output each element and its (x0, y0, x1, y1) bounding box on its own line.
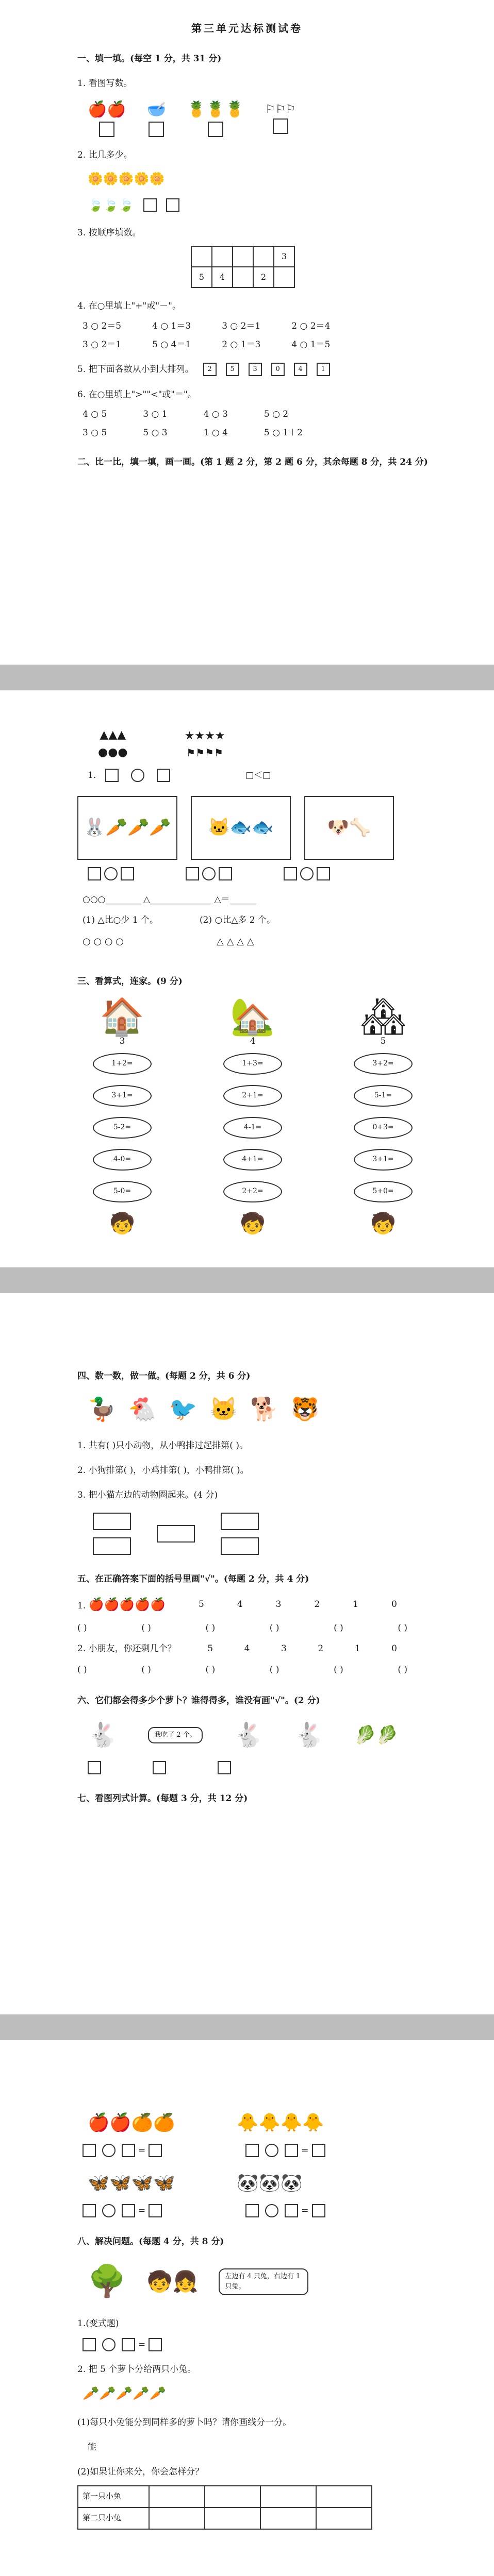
house-column (223, 995, 282, 1240)
flag-icon: ⚐⚐⚐ (265, 103, 296, 116)
shape-group (98, 726, 128, 761)
answer-rect[interactable] (93, 1513, 131, 1530)
number-card: 0 (271, 363, 285, 376)
page-3 (0, 1293, 494, 2014)
page-gap (0, 665, 494, 690)
equation[interactable]: 4 ○ 5 (83, 409, 107, 419)
answer-box[interactable] (166, 198, 179, 212)
answer-rect[interactable] (221, 1513, 259, 1530)
section-heading: 四、数一数，做一做。(每题 2 分，共 6 分) (77, 1371, 251, 1381)
compare-equation-row (83, 426, 458, 439)
page-4 (0, 2040, 494, 2576)
balloon[interactable]: 1+2= (93, 1053, 152, 1075)
number-card: 2 (203, 363, 217, 376)
answer-box[interactable] (285, 2204, 298, 2217)
section-heading: 六、它们都会得多少个萝卜？谁得得多，谁没有画"√"。(2 分) (77, 1696, 320, 1706)
balloon[interactable]: 2+1= (223, 1085, 282, 1107)
number-split-row (93, 1513, 458, 1555)
circle-icon: ●●● (98, 746, 128, 759)
answer-box[interactable] (285, 2144, 298, 2157)
shape-sequence[interactable]: ○ ○ ○ ○ (83, 936, 124, 947)
question-label: 6. 在○里填上">""<"或"＝"。 (77, 389, 196, 400)
number-card: 4 (294, 363, 307, 376)
equation-boxes: = = (83, 2144, 458, 2157)
answer-box[interactable] (219, 867, 232, 880)
balloon[interactable]: 5+0= (354, 1181, 413, 1202)
duck-icon[interactable]: 🦆 (88, 1396, 116, 1423)
operator-circle[interactable] (102, 2144, 116, 2157)
order-grid (191, 246, 458, 288)
answer-box[interactable] (218, 1761, 231, 1774)
tiger-icon[interactable]: 🐯 (290, 1396, 319, 1423)
rabbit-carrot-icon: 🐰🥕🥕🥕 (84, 817, 171, 838)
equation[interactable]: 4 ○ 1＝3 (152, 320, 191, 331)
equation[interactable]: 3 ○ 2＝5 (83, 320, 122, 331)
balloon[interactable]: 0+3= (354, 1117, 413, 1139)
star-icon: ★★★★ (184, 729, 225, 742)
equation[interactable]: 5 ○ 4＝1 (152, 339, 191, 350)
table-cell[interactable] (260, 2507, 316, 2529)
carrot-icon: 🥕🥕🥕🥕🥕 (83, 2386, 166, 2402)
answer-box[interactable] (312, 2204, 325, 2217)
house-columns (93, 995, 413, 1240)
answer-paren[interactable]: ( ) (77, 1664, 87, 1675)
equation[interactable]: 4 ○ 1＝5 (291, 339, 331, 350)
balloon[interactable]: 3+1= (354, 1149, 413, 1171)
equation[interactable]: 3 ○ 1 (143, 409, 168, 419)
pineapple-icon: 🍍🍍🍍 (187, 100, 245, 118)
compare-circle[interactable] (300, 867, 314, 880)
balloon[interactable]: 5-1= (354, 1085, 413, 1107)
cabbage-icon: 🥬🥬 (354, 1724, 399, 1745)
answer-box[interactable] (245, 2204, 259, 2217)
answer-paren[interactable]: ( ) (398, 1623, 407, 1634)
number-grid (191, 246, 295, 288)
compare-row (88, 170, 458, 189)
house-number: 3 (119, 1036, 125, 1046)
number-card: 3 (249, 363, 262, 376)
equation[interactable]: 3 ○ 5 (83, 428, 107, 438)
answer-paren[interactable]: ( ) (334, 1623, 343, 1634)
child-icon: 🧒 (240, 1212, 266, 1236)
sort-row (77, 363, 458, 376)
house-icon: 🏡 (230, 995, 275, 1038)
image-calc-row (88, 2109, 458, 2137)
balloon[interactable]: 1+3= (223, 1053, 282, 1075)
question-number: 1. (88, 770, 96, 781)
question-label: 5. 把下面各数从小到大排列。 (77, 364, 194, 375)
table-cell[interactable] (316, 2507, 372, 2529)
answer-rect[interactable] (93, 1537, 131, 1555)
shape-sequence[interactable]: △ △ △ △ (217, 936, 254, 947)
compare-circle[interactable] (104, 867, 118, 880)
picture-group (187, 98, 244, 138)
picture-frame (77, 796, 177, 860)
balloon[interactable]: 4-0= (93, 1149, 152, 1171)
fruit-group-icon: 🍎🍎🍊🍊 (88, 2112, 175, 2133)
balloon[interactable]: 4-1= (223, 1117, 282, 1139)
page-gap (0, 1267, 494, 1293)
problem-image-row (88, 2258, 458, 2306)
rabbit-row (88, 1717, 458, 1753)
answer-rect[interactable] (157, 1525, 195, 1543)
answer-box[interactable] (88, 1761, 101, 1774)
dog-bone-icon: 🐶🦴 (327, 817, 371, 838)
operator-circle[interactable] (102, 2338, 116, 2351)
equation[interactable]: 5 ○ 1＋2 (264, 428, 303, 438)
frame-answer-row (88, 867, 458, 881)
grid-cell[interactable]: 3 (274, 246, 294, 267)
option: 0 (391, 1599, 397, 1610)
picture-group (147, 98, 166, 138)
rabbit-icon: 🐇 (233, 1721, 264, 1749)
child-icon: 🧒 (109, 1212, 135, 1236)
triangle-icon: ▲▲▲ (100, 728, 126, 741)
bird-icon[interactable]: 🐦 (169, 1396, 197, 1423)
question-text: (2)如果让你来分，你会怎样分？ (77, 2467, 204, 2478)
option: 2 (318, 1643, 324, 1654)
compare-row (88, 196, 458, 215)
compare-circle[interactable] (131, 769, 144, 782)
answer-box[interactable] (149, 2144, 162, 2157)
answer-box[interactable] (99, 122, 114, 137)
flower-icon: 🌼🌼🌼🌼🌼 (88, 171, 165, 186)
option: 4 (237, 1599, 243, 1610)
answer-box[interactable] (88, 867, 101, 880)
shape-group (185, 727, 225, 761)
rabbit-answer-row (88, 1761, 458, 1774)
shape-row (98, 726, 458, 761)
table-cell[interactable] (205, 2507, 260, 2529)
question-label: 2. 比几多少。 (77, 150, 133, 161)
animal-frame-row (77, 796, 458, 860)
table-cell[interactable] (149, 2507, 205, 2529)
house-icon: 🏠 (100, 995, 145, 1038)
table-row-label: 第二只小兔 (78, 2507, 149, 2529)
grid-cell: 2 (253, 267, 274, 287)
answer-paren[interactable]: ( ) (205, 1623, 216, 1634)
house-number: 4 (250, 1036, 256, 1046)
grid-cell[interactable] (233, 246, 253, 267)
paren-row (77, 1663, 407, 1676)
question-text: 1.(变式题) (77, 2318, 119, 2329)
picture-frame (304, 796, 394, 860)
panda-group-icon: 🐼🐼🐼 (237, 2173, 303, 2194)
rabbit-icon: 🐇 (294, 1721, 324, 1749)
mc-row (77, 1642, 397, 1655)
grid-cell[interactable] (212, 246, 233, 267)
section-heading: 七、看图列式计算。(每题 3 分，共 12 分) (77, 1793, 248, 1804)
grid-cell: 4 (212, 267, 233, 287)
table-cell[interactable] (149, 2486, 205, 2507)
draw-prompt: (1) △比○少 1 个。 (83, 915, 159, 926)
table-cell[interactable] (260, 2486, 316, 2507)
animal-line (88, 1392, 458, 1427)
section-heading: 三、看算式，连家。(9 分) (77, 976, 183, 987)
fruit-icon: 🍎🍎 (88, 100, 126, 118)
answer-box[interactable] (273, 118, 288, 134)
option: 0 (391, 1643, 397, 1654)
option: 1 (353, 1599, 359, 1610)
option: 2 (314, 1599, 320, 1610)
equation[interactable]: 5 ○ 2 (264, 409, 289, 419)
answer-box[interactable] (83, 2144, 96, 2157)
answer-paren[interactable]: ( ) (141, 1664, 151, 1675)
page-1 (0, 0, 494, 665)
draw-prompts (83, 913, 458, 927)
number-card: 5 (226, 363, 239, 376)
page-title: 第三单元达标测试卷 (191, 22, 303, 35)
chicken-icon[interactable]: 🐔 (128, 1396, 157, 1423)
grid-cell[interactable] (274, 267, 294, 287)
balloon[interactable]: 3+1= (93, 1085, 152, 1107)
answer-paren[interactable]: ( ) (141, 1623, 151, 1634)
equation-row (83, 319, 458, 333)
answer-box[interactable] (317, 867, 330, 880)
rabbit-icon: 🐇 (88, 1721, 118, 1749)
section-heading: 一、填一填。(每空 1 分，共 31 分) (77, 54, 222, 64)
grid-cell[interactable] (253, 246, 274, 267)
equation[interactable]: 2 ○ 1＝3 (222, 339, 261, 350)
distribution-table (77, 2485, 372, 2530)
cat-fish-icon: 🐱🐟🐟 (208, 817, 274, 838)
speech-bubble: 我吃了 2 个。 (148, 1727, 203, 1743)
answer-box[interactable] (312, 2144, 325, 2157)
split-right (221, 1513, 259, 1555)
answer-text: 能 (88, 2442, 96, 2453)
children-icon: 🧒👧 (146, 2269, 199, 2294)
house-icon: 🏘 (360, 995, 406, 1038)
question-text: 2. 小朋友，你还剩几个？ (77, 1643, 176, 1654)
operator-circle[interactable] (265, 2204, 278, 2217)
table-cell[interactable] (316, 2486, 372, 2507)
option: 5 (199, 1599, 204, 1610)
balloon[interactable]: 4+1= (223, 1149, 282, 1171)
picture-group (265, 101, 295, 134)
balloon[interactable]: 5-2= (93, 1117, 152, 1139)
draw-prompt: (2) ○比△多 2 个。 (200, 915, 276, 926)
table-cell[interactable] (205, 2486, 260, 2507)
image-calc-row (88, 2170, 458, 2197)
compare-equation-row (83, 408, 458, 421)
balloon[interactable]: 2+2= (223, 1181, 282, 1202)
answer-paren[interactable]: ( ) (334, 1664, 343, 1675)
compare-answer-row (88, 769, 458, 782)
question-text: 1. 共有( )只小动物，从小鸭排过起排第( )。 (77, 1440, 248, 1451)
option: 3 (281, 1643, 287, 1654)
table-row-label: 第一只小兔 (78, 2486, 149, 2507)
answer-rect[interactable] (221, 1537, 259, 1555)
question-text: (1)每只小兔能分到同样多的萝卜吗？请你画线分一分。 (77, 2417, 292, 2428)
picture-frame (191, 796, 291, 860)
equation[interactable]: 2 ○ 2＝4 (291, 320, 331, 331)
leaf-icon: 🍃🍃🍃 (88, 197, 134, 212)
compare-circle[interactable] (202, 867, 216, 880)
answer-paren[interactable]: ( ) (77, 1623, 87, 1634)
answer-box[interactable] (245, 2144, 259, 2157)
picture-row (88, 98, 458, 138)
equation-row (83, 338, 458, 351)
option: 1 (354, 1643, 360, 1654)
equation[interactable]: 1 ○ 4 (203, 428, 228, 438)
answer-paren[interactable]: ( ) (269, 1664, 279, 1675)
balloon[interactable]: 3+2= (354, 1053, 413, 1075)
operator-circle[interactable] (102, 2204, 116, 2217)
carrot-row (83, 2383, 458, 2404)
grid-cell[interactable] (191, 246, 212, 267)
paren-row (77, 1621, 407, 1635)
flag-icon: ⚑⚑⚑⚑ (186, 746, 223, 759)
number-card: 1 (317, 363, 330, 376)
answer-box[interactable] (149, 2204, 162, 2217)
split-left (93, 1513, 131, 1555)
question-text: 3. 把小猫左边的动物圈起来。(4 分) (77, 1490, 218, 1501)
draw-instruction: ○○○________ △______________ △＝______ (83, 894, 256, 905)
equation[interactable]: 4 ○ 3 (203, 409, 228, 419)
section-heading: 八、解决问题。(每题 4 分，共 8 分) (77, 2236, 224, 2247)
answer-paren[interactable]: ( ) (398, 1664, 407, 1675)
answer-box[interactable] (157, 769, 170, 782)
answer-box[interactable] (122, 2204, 135, 2217)
equation[interactable]: 3 ○ 2＝1 (222, 320, 261, 331)
answer-box[interactable] (83, 2338, 96, 2351)
answer-box[interactable] (208, 122, 223, 137)
answer-box[interactable] (143, 198, 157, 212)
house-number: 5 (380, 1036, 386, 1046)
answer-box[interactable] (122, 2338, 135, 2351)
question-number: 1. (77, 1600, 86, 1611)
answer-box[interactable] (121, 867, 134, 880)
section-heading: 五、在正确答案下面的括号里画"√"。(每题 2 分，共 4 分) (77, 1573, 309, 1584)
mc-row (77, 1595, 397, 1614)
chick-group-icon: 🐥🐥🐥🐥 (237, 2112, 324, 2133)
question-label: 3. 按顺序填数。 (77, 227, 141, 238)
butterfly-group-icon: 🦋🦋🦋🦋 (88, 2173, 175, 2194)
section-heading: 二、比一比，填一填，画一画。(第 1 题 2 分，第 2 题 6 分，其余每题 8 分，共 24 分) (77, 456, 428, 467)
grid-cell: 5 (191, 267, 212, 287)
answer-box[interactable] (105, 769, 119, 782)
option: 4 (244, 1643, 250, 1654)
tree-icon: 🌳 (88, 2263, 126, 2300)
grid-cell[interactable] (233, 267, 253, 287)
equation-boxes: = = (83, 2204, 458, 2217)
answer-box[interactable] (149, 122, 164, 137)
balloon[interactable]: 5-0= (93, 1181, 152, 1202)
answer-box[interactable] (83, 2204, 96, 2217)
house-column (93, 995, 152, 1240)
speech-bubble: 左边有 4 只兔，右边有 1 只兔。 (219, 2268, 308, 2295)
page-2 (0, 690, 494, 1267)
child-icon: 🧒 (370, 1212, 396, 1236)
equation-boxes: = (83, 2338, 458, 2351)
option: 5 (207, 1643, 213, 1654)
answer-paren[interactable]: ( ) (269, 1623, 279, 1634)
cat-icon[interactable]: 🐱 (209, 1396, 238, 1423)
question-text: 2. 把 5 个萝卜分给两只小兔。 (77, 2364, 196, 2375)
answer-box[interactable] (122, 2144, 135, 2157)
question-label: 4. 在○里填上"+"或"－"。 (77, 301, 181, 312)
question-label: 1. 看图写数。 (77, 78, 133, 89)
answer-box[interactable] (284, 867, 297, 880)
page-gap (0, 2014, 494, 2040)
shape-draw-row (83, 893, 458, 906)
operator-circle[interactable] (265, 2144, 278, 2157)
picture-group (88, 98, 126, 138)
answer-box[interactable] (186, 867, 199, 880)
dog-icon[interactable]: 🐕 (250, 1396, 278, 1423)
draw-area (83, 935, 458, 949)
equation[interactable]: 5 ○ 3 (143, 428, 168, 438)
compare-hint: □＜□ (245, 770, 271, 781)
house-column (354, 995, 413, 1240)
apple-icon: 🍎🍎🍎🍎🍎 (88, 1597, 166, 1612)
bowl-icon: 🥣 (146, 100, 167, 118)
equation[interactable]: 3 ○ 2＝1 (83, 339, 122, 350)
answer-paren[interactable]: ( ) (205, 1664, 216, 1675)
answer-box[interactable] (149, 2338, 162, 2351)
question-text: 2. 小狗排第( )，小鸡排第( )，小鸭排第( )。 (77, 1465, 249, 1476)
option: 3 (275, 1599, 282, 1610)
answer-box[interactable] (153, 1761, 166, 1774)
